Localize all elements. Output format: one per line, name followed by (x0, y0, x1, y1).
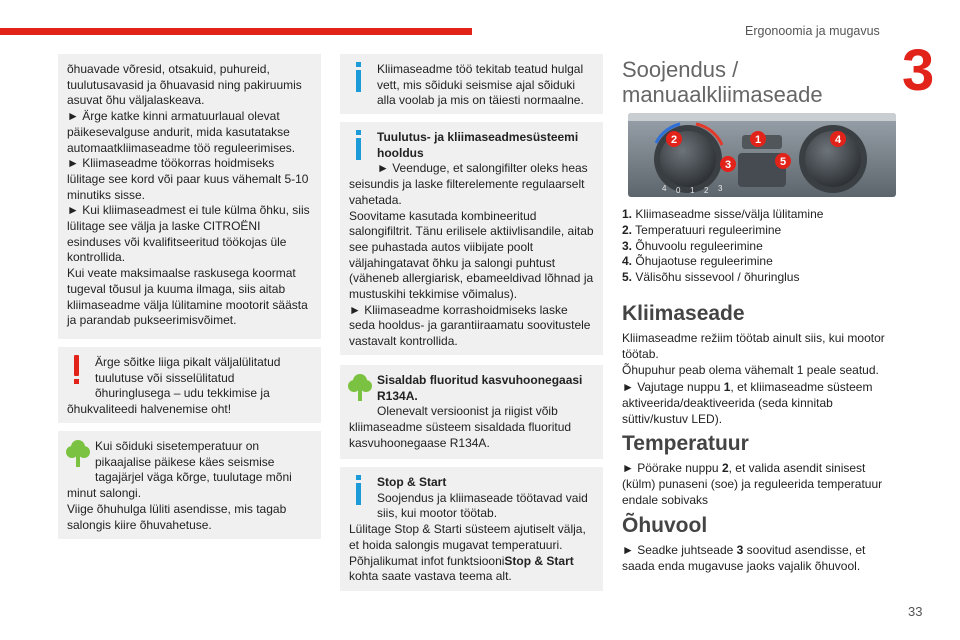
chapter-number: 3 (902, 38, 935, 103)
info-box-water (340, 54, 603, 114)
callout-1: 1 (754, 134, 762, 146)
info-box-stop-start (340, 467, 603, 591)
callout-3: 3 (724, 159, 732, 171)
list-item: 1. Kliimaseadme sisse/välja lülitamine (622, 207, 824, 221)
callout-4: 4 (834, 134, 842, 146)
eco-tip-text: Kui sõiduki sisetemperatuur on pikaajalise päikese käes seismise tagajärjel väga kõrge, tuulutage mõni minut salongi. Viige õhuhulga lüliti asendisse, mis tagab salongis kiire õhuvahetuse. (67, 439, 292, 532)
info-water-text: Kliimaseadme töö tekitab teatud hulgal vett, mis sõiduki seismise ajal sõiduki alla voolab ja mis on täiesti normaalne. (377, 62, 584, 108)
list-item: 4. Õhujaotuse reguleerimine (622, 254, 773, 269)
callout-2: 2 (670, 134, 678, 146)
continued-notes-box (58, 54, 321, 339)
callout-5: 5 (779, 156, 787, 168)
chapter-color-bar (0, 28, 472, 35)
warning-box (58, 347, 321, 423)
dial-tick-0: 0 (676, 186, 681, 195)
dial-tick-1: 1 (690, 186, 695, 195)
dial-tick-4: 4 (662, 184, 667, 193)
list-item: 3. Õhuvoolu reguleerimine (622, 238, 763, 253)
temperatuur-text: ► Pöörake nuppu 2, et valida asendit sinisest (külm) punaseni (soe) ja reguleerida temperatuur endale sobivaks (622, 461, 883, 508)
heater-control-panel-image (628, 113, 896, 197)
list-item: 2. Temperatuuri reguleerimine (622, 222, 782, 237)
list-item: 5. Välisõhu sissevool / õhuringlus (622, 270, 800, 285)
ohuvool-text: ► Seadke juhtseade 3 soovitud asendisse, et saada enda mugavuse jaoks vajalik õhuvool. (622, 543, 866, 574)
maintenance-title: Tuulutus- ja kliimaseadmesüsteemi hooldus (377, 130, 579, 160)
page-number: 33 (908, 604, 923, 619)
running-header: Ergonoomia ja mugavus (745, 24, 880, 38)
warning-text: Ärge sõitke liiga pikalt väljalülitatud tuulutuse või sisselülitatud õhuringlusega – udu tekkimise ja õhukvaliteedi halvenemise oht! (67, 355, 281, 417)
maintenance-text: ► Veenduge, et salongifilter oleks heas seisundis ja laske filterelemente regulaarselt vahetada. Soovitame kasutada kombineeritud salongifiltrit. Tänu erilisele aktiivlisandile, aitab see puhastada autos viibijate poolt väljahingatavat õhku ja salongi puhtust (väheneb allergiarisk, ebameeldivad lõhnad ja mustuskihi tekkimise võimalus). ► Kliimaseadme korrashoidmiseks laske seda hooldus- ja garantiiraamatu soovitustele vastavalt kontrollida. (349, 161, 594, 349)
r134a-text: Olenevalt versioonist ja riigist võib kliimaseadme süsteem sisaldada fluoritud kasvuhoonegaase R134A. (349, 404, 572, 450)
stop-start-title: Stop & Start (377, 475, 447, 489)
heading-ohuvool: Õhuvool (622, 514, 708, 537)
info-icon (347, 128, 373, 162)
eco-tree-icon (65, 437, 91, 471)
r134a-title: Sisaldab fluoritud kasvuhoonegaasi R134A. (377, 373, 583, 403)
info-icon (347, 60, 373, 94)
dial-tick-2: 2 (704, 186, 709, 195)
stop-start-text: Soojendus ja kliimaseade töötavad vaid siis, kui mootor töötab. Lülitage Stop & Starti süsteem ajutiselt välja, et hoida salongis mugavat temperatuuri. Põhjalikumat infot funktsiooniStop & Start kohta saate vastava teema alt. (349, 490, 588, 584)
info-box-maintenance (340, 122, 603, 355)
warning-exclamation-icon (65, 353, 91, 387)
section-title: Soojendus / manuaalkliimaseade (622, 57, 823, 107)
controls-list (622, 207, 823, 286)
eco-tree-icon (347, 371, 373, 405)
dial-tick-3: 3 (718, 184, 723, 193)
stop-start-bold: Stop & Start (504, 553, 574, 568)
kliimaseade-text: Kliimaseadme režiim töötab ainult siis, kui mootor töötab. Õhupuhur peab olema vähemalt 1 peale seatud. ► Vajutage nuppu 1, et kliimaseadme süsteem aktiveerida/deaktiveerida (seda kinnitab süttiv/kustuv LED). (622, 331, 885, 427)
eco-tip-box (58, 431, 321, 539)
info-icon (347, 473, 373, 507)
heading-temperatuur: Temperatuur (622, 432, 749, 455)
eco-box-r134a (340, 365, 603, 459)
heading-kliimaseade: Kliimaseade (622, 302, 745, 325)
continued-notes-text: õhuavade võresid, otsakuid, puhureid, tuulutusavasid ja õhuavasid ning pakiruumis asuvat õhu väljalaskeava. ► Ärge katke kinni armatuurlaual olevat päikesevalguse andurit, mida kasutatakse automaatkliimaseadme töö reguleerimises. ► Kliimaseadme töökorras hoidmiseks lülitage see kord või paar kuus vähemalt 5-10 minutiks sisse. ► Kui kliimaseadmest ei tule külma õhku, siis lülitage see välja ja laske CITROËNI esinduses või kvalifitseeritud töökojas üle kontrollida. Kui veate maksimaalse raskusega koormat tugeval tõusul ja kuuma ilmaga, siis aitab kliimaseadme välja lülitamine mootorit säästa ja parandab pukseerimisvõimet. (67, 62, 310, 328)
